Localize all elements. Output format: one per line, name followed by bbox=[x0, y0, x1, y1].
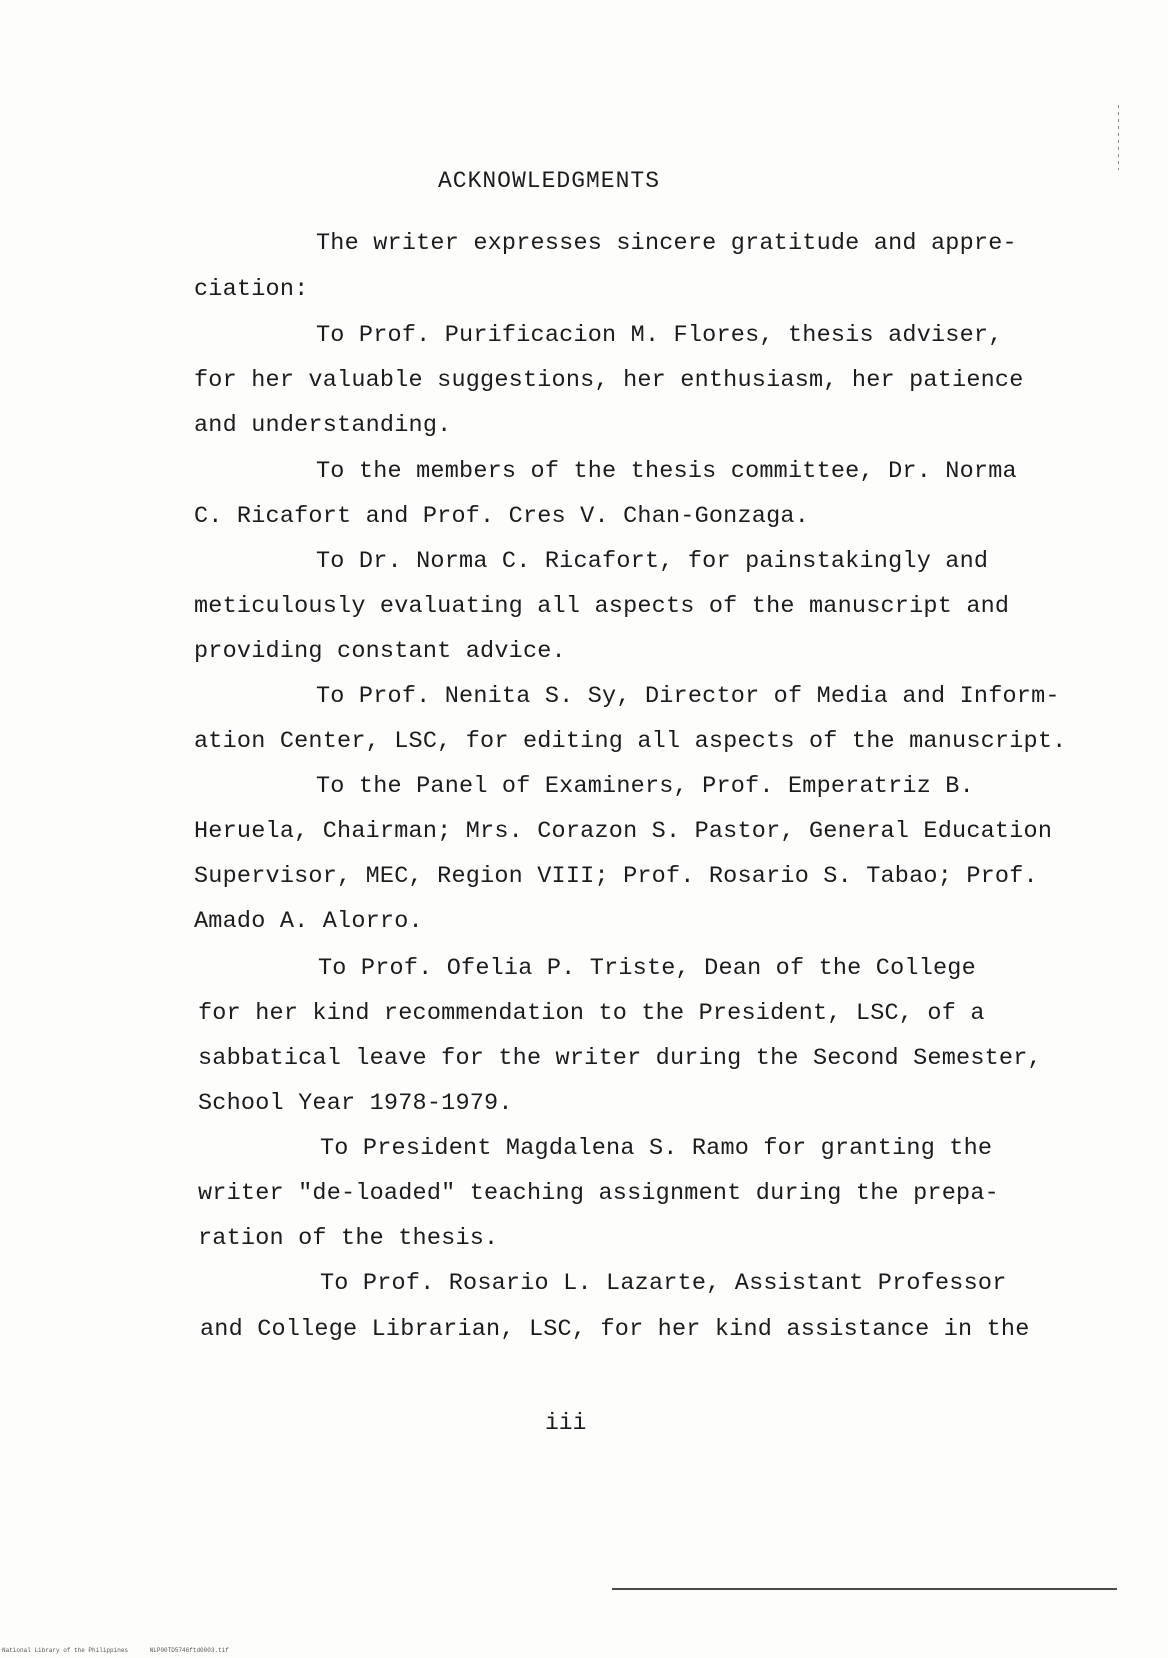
scan-mark bbox=[1118, 105, 1119, 170]
text-line: School Year 1978-1979. bbox=[198, 1090, 513, 1117]
page-number: iii bbox=[545, 1410, 587, 1436]
text-line: meticulously evaluating all aspects of the manuscript and bbox=[194, 593, 1010, 620]
text-line: providing constant advice. bbox=[194, 638, 566, 665]
scan-edge-line bbox=[612, 1588, 1117, 1590]
text-line: sabbatical leave for the writer during the Second Semester, bbox=[198, 1045, 1042, 1072]
text-line: The writer expresses sincere gratitude and appre- bbox=[316, 230, 1017, 257]
text-line: To the members of the thesis committee, Dr. Norma bbox=[316, 458, 1017, 485]
footer-file: NLP00TD5746ftd0003.tif bbox=[149, 1647, 229, 1654]
text-line: ciation: bbox=[194, 276, 309, 303]
text-line: ration of the thesis. bbox=[198, 1225, 499, 1252]
text-line: To the Panel of Examiners, Prof. Emperatriz B. bbox=[316, 773, 974, 800]
text-line: and College Librarian, LSC, for her kind assistance in the bbox=[200, 1316, 1030, 1343]
text-line: for her valuable suggestions, her enthusiasm, her patience bbox=[194, 367, 1024, 394]
text-line: ation Center, LSC, for editing all aspects of the manuscript. bbox=[194, 728, 1067, 755]
text-line: To Dr. Norma C. Ricafort, for painstakingly and bbox=[316, 548, 989, 575]
text-line: To Prof. Ofelia P. Triste, Dean of the College bbox=[318, 955, 976, 982]
footer-library: National Library of the Philippines bbox=[2, 1647, 129, 1654]
text-line: C. Ricafort and Prof. Cres V. Chan-Gonzaga. bbox=[194, 503, 809, 530]
text-line: To Prof. Rosario L. Lazarte, Assistant Professor bbox=[320, 1270, 1007, 1297]
text-line: Heruela, Chairman; Mrs. Corazon S. Pastor, General Education bbox=[194, 818, 1053, 845]
text-line: Amado A. Alorro. bbox=[194, 908, 423, 935]
text-line: To Prof. Purificacion M. Flores, thesis adviser, bbox=[316, 322, 1003, 349]
page-title: ACKNOWLEDGMENTS bbox=[437, 168, 661, 194]
text-line: Supervisor, MEC, Region VIII; Prof. Rosario S. Tabao; Prof. bbox=[194, 863, 1038, 890]
text-line: To Prof. Nenita S. Sy, Director of Media and Inform- bbox=[316, 683, 1060, 710]
scan-footer bbox=[2, 1647, 247, 1654]
text-line: To President Magdalena S. Ramo for granting the bbox=[320, 1135, 993, 1162]
text-line: writer "de-loaded" teaching assignment during the prepa- bbox=[198, 1180, 999, 1207]
text-line: for her kind recommendation to the President, LSC, of a bbox=[198, 1000, 985, 1027]
text-line: and understanding. bbox=[194, 412, 452, 439]
